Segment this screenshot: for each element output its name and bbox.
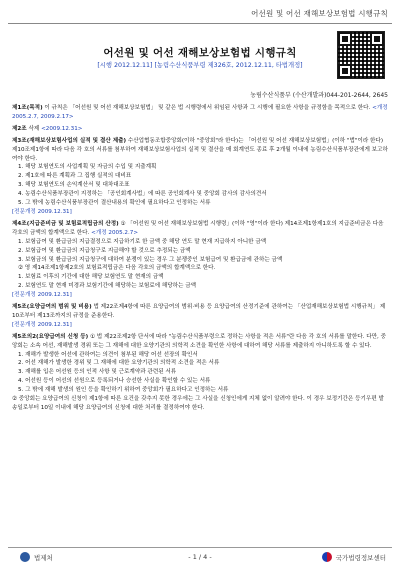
article-heading: 제1조(목적) bbox=[12, 105, 43, 111]
article-3 bbox=[12, 137, 388, 217]
amendment-tag: <개정 2005.2.7, 2009.2.17> bbox=[12, 105, 388, 120]
footer-divider bbox=[8, 547, 392, 548]
amendment-tag: [전문개정 2009.12.31] bbox=[12, 208, 72, 215]
article-2 bbox=[12, 125, 388, 134]
article-5-2 bbox=[12, 333, 388, 413]
list-item: 4. 농림수산식품부장관이 지정하는 「공인회계사법」에 따른 공인회계사 및 중앙회 감사의 감사의견서 bbox=[18, 191, 267, 198]
article-heading: 제5조(요양급여의 범위 및 비용) bbox=[12, 304, 92, 311]
footer-source-label: 법제처 bbox=[34, 553, 53, 562]
article-heading: 제5조의2(요양급여의 신청 등) bbox=[12, 333, 89, 340]
list-item: 1. 보험료 이후의 기간에 대한 해당 보험연도 말 현재의 금액 bbox=[18, 274, 164, 281]
amendment-tag: <개정 2005.2.7> bbox=[89, 229, 139, 236]
list-item: 3. 보험금의 및 환급금의 지급청구에 대하여 분쟁이 있는 경우 그 분쟁중인 보험급여 및 환급금에 관하는 금액 bbox=[18, 256, 283, 263]
article-heading: 제2조 bbox=[12, 125, 27, 132]
article-text: 삭제 bbox=[26, 125, 40, 132]
government-emblem-icon bbox=[322, 552, 332, 562]
list-item: 5. 그 밖에 농림수산식품부장관이 결산내용의 확인에 필요하다고 인정하는 서류 bbox=[18, 200, 211, 207]
header-divider bbox=[8, 23, 392, 24]
running-header: 어선원 및 어선 재해보상보험법 시행규칙 bbox=[251, 9, 388, 18]
article-heading: 제4조(지급준비금 및 보험료적립금의 산정) bbox=[12, 220, 119, 227]
ministry-contact: 농림수산식품부 (수산개발과)044-201-2644, 2645 bbox=[250, 92, 388, 99]
list-item: 4. 어선원 등이 어선의 선원으로 등록되거나 승선한 사실을 확인할 수 있는 서류 bbox=[18, 378, 211, 385]
article-1 bbox=[12, 104, 388, 122]
document-title: 어선원 및 어선 재해보상보험법 시행규칙 bbox=[103, 47, 297, 59]
footer-center-link[interactable] bbox=[322, 552, 386, 562]
list-item: ② 영 제14조제1항제2호의 보험료적립금은 다음 각호의 금액의 합계액으로 한다. bbox=[18, 265, 216, 272]
article-text: ① 법 제22조제2항 단서에 따라 "농림수산식품부령으로 정하는 사항을 적은 서류"란 다음 각 호의 서류를 말한다. 다만, 중앙회는 소속 어선, 재해발생 경위 또는 그 재해에 대한 요양기관의 의학적 소견을 확인한 사항에 대하여 해당 서류를 제출하지 아니하도록 할 수 있다. bbox=[12, 333, 387, 349]
list-item: 1. 재해가 발생한 어선에 관하여는 의견이 첨부된 해당 어선 선장의 확인서 bbox=[18, 351, 198, 358]
amendment-tag: [전문개정 2009.12.31] bbox=[12, 321, 72, 328]
footer-center-label: 국가법령정보센터 bbox=[335, 553, 386, 562]
document-subtitle: [시행 2012.12.11] [농림수산식품부령 제326호, 2012.12.11, 타법개정] bbox=[97, 62, 303, 69]
article-text: 법 제22조제4항에 따른 요양급여의 범위·비용 등 요양급여의 산정기준에 관하여는 「산업재해보상보험법 시행규칙」 제10조부터 제13조까지의 규정을 준용한다. bbox=[12, 304, 386, 319]
law-body bbox=[12, 104, 388, 416]
list-item: 2. 보험급여 및 환급금의 지급청구로 지급해야 할 것으로 추정되는 금액 bbox=[18, 247, 191, 254]
list-item: 2. 어선 재해가 발생한 경위 및 그 재해에 대한 요양기관의 의학적 소견을 적은 서류 bbox=[18, 360, 220, 367]
list-item: 1. 보험급여 및 환급금의 지급결정으로 지급하기로 한 금액 중 해당 연도 말 현재 지급하지 아니한 금액 bbox=[18, 238, 267, 245]
list-item: 3. 해당 보험연도의 손익계산서 및 대차대조표 bbox=[18, 182, 130, 189]
article-heading: 제3조(재해보상보험사업의 실적 및 결산 제출) bbox=[12, 137, 127, 144]
list-item: 5. 그 밖에 재해 발생의 원인 등을 확인하기 위하여 중앙회가 필요하다고 인정하는 서류 bbox=[18, 387, 229, 394]
article-text: 이 규칙은 「어선원 및 어선 재해보상보험법」 및 같은 법 시행령에서 위임된 사항과 그 시행에 필요한 사항을 규정함을 목적으로 한다. bbox=[42, 105, 371, 111]
list-item: 1. 해당 보험연도의 사업계획 및 자금의 수입 및 지출계획 bbox=[18, 164, 157, 171]
amendment-tag: [전문개정 2009.12.31] bbox=[12, 292, 72, 299]
article-5 bbox=[12, 303, 388, 330]
article-4 bbox=[12, 220, 388, 300]
list-item: 2. 제1호에 따른 계획과 그 집행 실적의 대비표 bbox=[18, 173, 132, 180]
list-item: 3. 재해를 입은 어선원 등의 인적 사항 및 근로계약과 관련된 서류 bbox=[18, 369, 177, 376]
amendment-tag: <2009.12.31> bbox=[39, 125, 83, 132]
paragraph: ② 중앙회는 요양급여의 신청이 제1항에 따른 요건을 갖추지 못한 경우에는 그 사실을 신청인에게 지체 없이 알려야 한다. 이 경우 보정기간은 등기우편 발송일로부터 10일 이내에 해당 요양급여의 신청에 대한 처리를 결정하여야 한다. bbox=[12, 396, 384, 411]
page-number: - 1 / 4 - bbox=[188, 553, 212, 561]
article-text: ① 「어선원 및 어선 재해보상보험법 시행령」(이하 "영"이라 한다) 제14조제1항제1호의 지급준비금은 다음 각호의 금액의 합계액으로 한다. bbox=[12, 220, 384, 236]
article-text: 수산업협동조합중앙회(이하 "중앙회"라 한다)는 「어선원 및 어선 재해보상보험법」(이하 "법"이라 한다) 제10조제1항에 따라 다음 각 호의 서류를 첨부하여 재해보상보험사업의 실적 및 결산을 매 회계연도 종료 후 2개월 이내에 농림수산식품부장관에게 보고하여야 한다. bbox=[12, 137, 388, 162]
list-item: 2. 보험연도 말 현재 미경과 보험기간에 해당하는 보험료에 해당하는 금액 bbox=[18, 283, 197, 290]
